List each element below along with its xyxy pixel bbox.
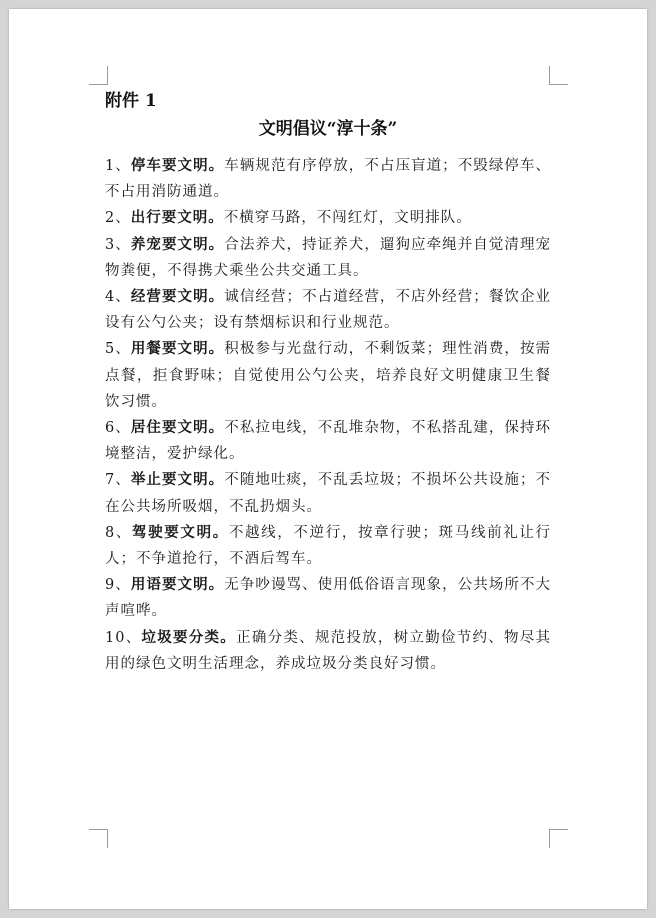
list-item — [105, 520, 551, 572]
item-text: 不越线，不逆行，按章行驶；斑马线前礼让行人；不争道抢行，不酒后驾车。 — [105, 524, 552, 568]
item-number: 6、 — [105, 420, 131, 437]
item-heading: 居住要文明。 — [130, 419, 225, 437]
item-number: 9、 — [105, 577, 131, 594]
item-heading: 养宠要文明。 — [130, 235, 225, 253]
item-heading: 垃圾要分类。 — [141, 628, 237, 646]
item-text: 车辆规范有序停放，不占压盲道；不毁绿停车、不占用消防通道。 — [105, 158, 552, 201]
corner-mark-bottom-left — [89, 829, 108, 848]
item-text: 无争吵谩骂、使用低俗语言现象，公共场所不大声喧哗。 — [105, 577, 552, 620]
list-item — [105, 284, 551, 336]
item-number: 5、 — [105, 341, 131, 358]
item-heading: 举止要文明。 — [130, 471, 225, 489]
item-heading: 出行要文明。 — [130, 209, 224, 227]
list-item — [105, 336, 551, 415]
item-text: 合法养犬，持证养犬，遛狗应牵绳并自觉清理宠物粪便，不得携犬乘坐公共交通工具。 — [105, 236, 552, 279]
list-item — [105, 415, 551, 467]
item-heading: 驾驶要文明。 — [132, 523, 229, 541]
item-text: 不横穿马路，不闯红灯，文明排队。 — [223, 210, 472, 227]
list-item — [105, 153, 551, 205]
item-heading: 用语要文明。 — [130, 576, 225, 594]
item-number: 2、 — [105, 210, 131, 227]
list-item — [105, 205, 551, 231]
item-number: 7、 — [105, 472, 131, 489]
item-text: 不私拉电线，不乱堆杂物，不私搭乱建，保持环境整洁，爱护绿化。 — [105, 420, 552, 463]
item-number: 3、 — [105, 236, 131, 253]
corner-mark-top-left — [89, 66, 108, 85]
item-number: 8、 — [105, 524, 133, 541]
item-number: 10、 — [105, 629, 142, 646]
item-text: 诚信经营；不占道经营，不店外经营；餐饮企业设有公勺公夹；设有禁烟标识和行业规范。 — [105, 289, 552, 332]
item-number: 1、 — [105, 158, 131, 174]
item-text: 积极参与光盘行动，不剩饭菜；理性消费，按需点餐，拒食野味；自觉使用公勺公夹，培养良好文明健康卫生餐饮习惯。 — [105, 341, 552, 410]
corner-mark-bottom-right — [549, 829, 568, 848]
list-item — [105, 467, 551, 519]
item-text: 正确分类、规范投放，树立勤俭节约、物尽其用的绿色文明生活理念，养成垃圾分类良好习惯。 — [105, 629, 552, 672]
attachment-label: 附件 1 — [105, 91, 157, 111]
item-heading: 停车要文明。 — [130, 157, 225, 174]
document-title: 文明倡议“淳十条” — [258, 119, 398, 139]
corner-mark-top-right — [549, 66, 568, 85]
list-item — [105, 625, 551, 677]
item-text: 不随地吐痰，不乱丢垃圾；不损坏公共设施；不在公共场所吸烟，不乱扔烟头。 — [105, 472, 552, 515]
item-number: 4、 — [105, 289, 131, 306]
initiative-list — [105, 153, 551, 677]
item-heading: 经营要文明。 — [130, 288, 225, 306]
document-page — [9, 9, 647, 909]
list-item — [105, 232, 551, 284]
item-heading: 用餐要文明。 — [130, 340, 225, 358]
list-item — [105, 572, 551, 624]
